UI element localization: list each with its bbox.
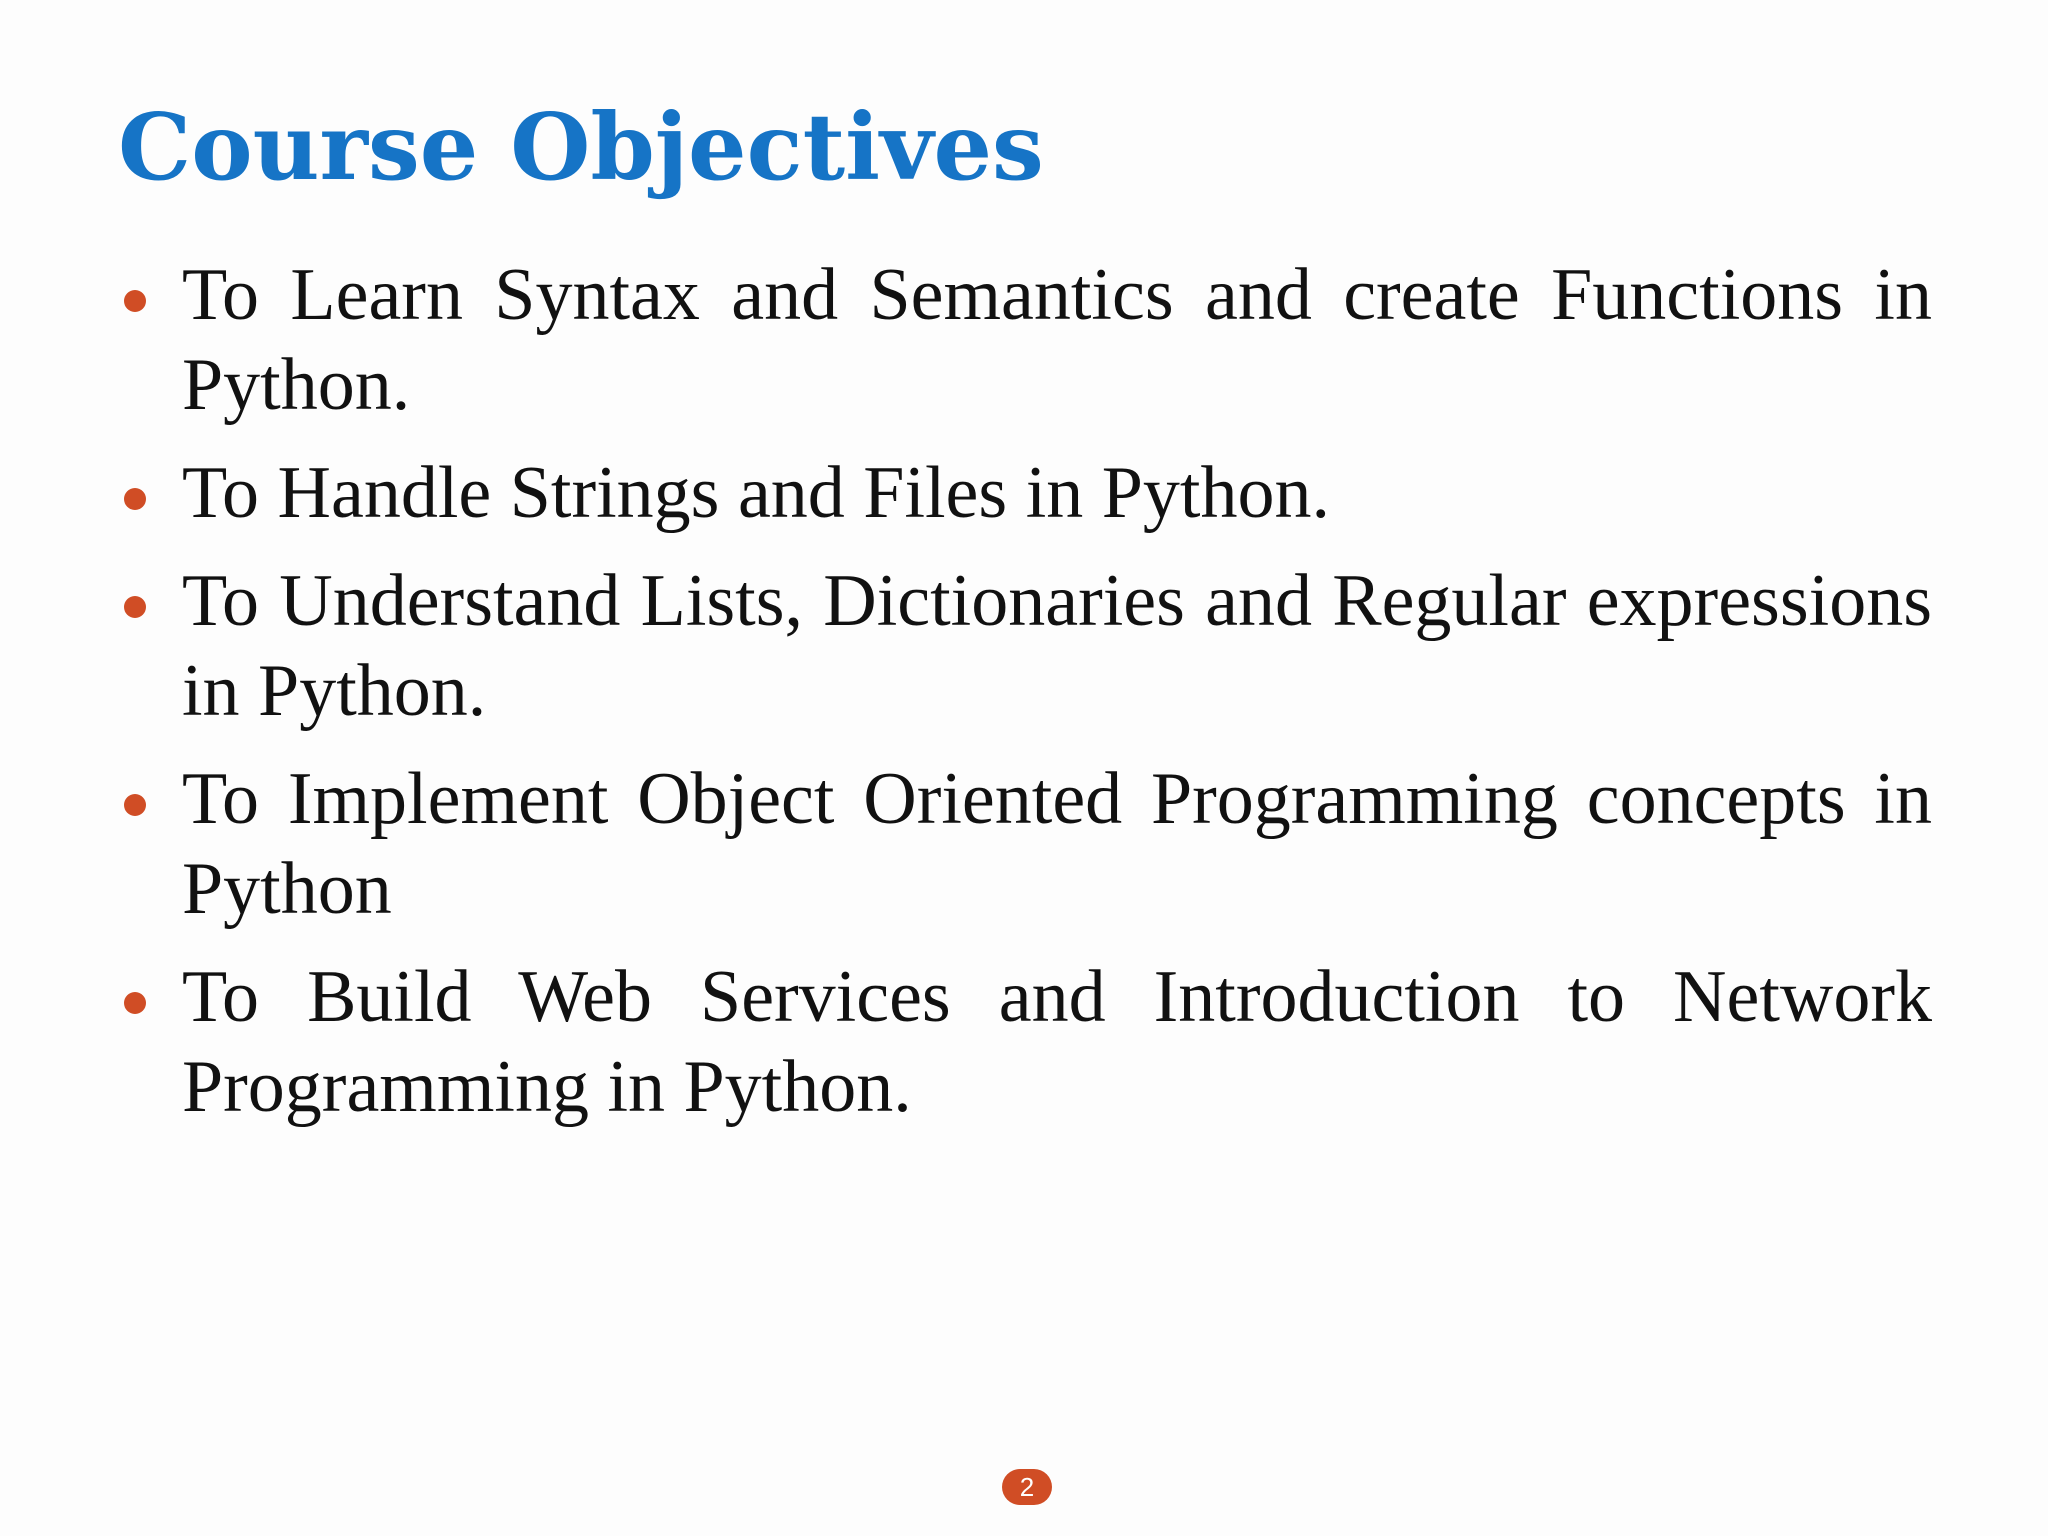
objective-item	[120, 250, 1932, 430]
objective-item	[120, 556, 1932, 736]
page-number-badge: 2	[1002, 1469, 1052, 1505]
bullet-dot-icon	[124, 992, 146, 1014]
objectives-list	[120, 250, 1932, 1150]
bullet-dot-icon	[124, 290, 146, 312]
bullet-dot-icon	[124, 794, 146, 816]
objective-text: To Handle Strings and Files in Python.	[182, 452, 1330, 534]
objective-item	[120, 448, 1932, 538]
objective-text: To Understand Lists, Dictionaries and Regular expressions in Python.	[182, 560, 1932, 732]
bullet-dot-icon	[124, 488, 146, 510]
objective-text: To Build Web Services and Introduction to Network Programming in Python.	[182, 956, 1932, 1128]
bullet-dot-icon	[124, 596, 146, 618]
objective-text: To Learn Syntax and Semantics and create Functions in Python.	[182, 254, 1932, 426]
objective-text: To Implement Object Oriented Programming concepts in Python	[182, 758, 1932, 930]
objective-item	[120, 952, 1932, 1132]
objective-item	[120, 754, 1932, 934]
slide-title: Course Objectives	[118, 93, 1044, 201]
